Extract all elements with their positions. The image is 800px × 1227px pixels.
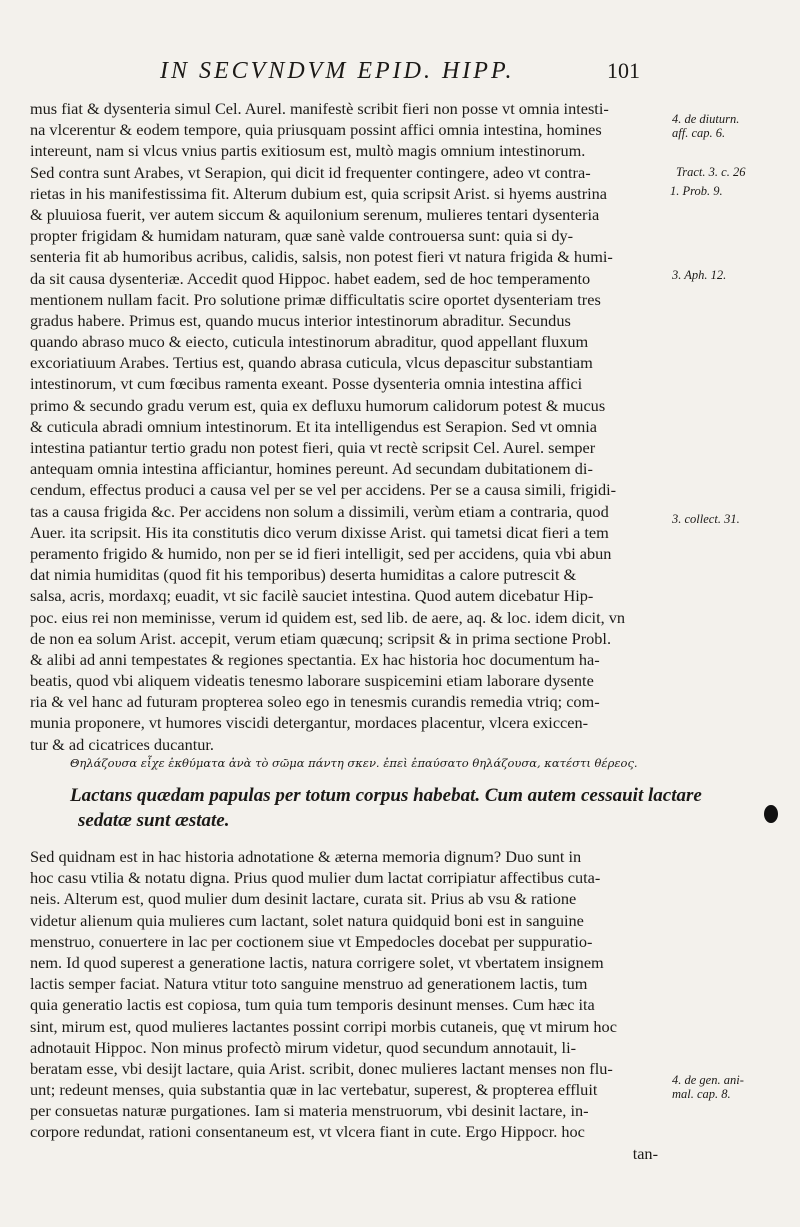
text-line: neis. Alterum est, quod mulier dum desinit lactare, curata sit. Prius ab vsu & ratione xyxy=(30,889,577,909)
text-line: salsa, acris, mordaxq; euadit, vt sic facilè sauciet intestina. Quod autem dicebatur Hip- xyxy=(30,586,594,606)
lemma-line: sedatæ sunt æstate. xyxy=(78,810,230,831)
lemma-line: Lactans quædam papulas per totum corpus habebat. Cum autem cessauit lactare xyxy=(70,785,702,806)
margin-note: Tract. 3. c. 26 xyxy=(676,165,746,179)
text-line: corpore redundat, rationi consentaneum est, vt vlcera fiant in cute. Ergo Hippocr. hoc xyxy=(30,1122,585,1142)
commentary-text xyxy=(30,98,670,755)
margin-note: 3. collect. 31. xyxy=(672,512,740,526)
text-line: excoriatiuum Arabes. Tertius est, quando abrasa cuticula, vlcus depascitur substantiam xyxy=(30,353,593,373)
greek-quotation: Θηλάζουσα εἶχε ἐκθύματα ἀνὰ τὸ σῶμα πάντη σκεν. ἐπεὶ ἐπαύσατο θηλάζουσα, κατέστι θέρεος. xyxy=(70,756,638,770)
text-line: beatis, quod vbi aliquem videatis tenesmo laborare suspicemini etiam laborare dysente xyxy=(30,671,594,691)
text-line: da sit causa dysenteriæ. Accedit quod Hippoc. habet eadem, sed de hoc temperamento xyxy=(30,268,591,288)
text-line: sint, mirum est, quod mulieres lactantes possint corripi morbis cutaneis, quę vt mirum hoc xyxy=(30,1016,617,1036)
text-line: gradus habere. Primus est, quando mucus interior intestinorum abraditur. Secundus xyxy=(30,310,571,330)
text-line: primo & secundo gradu verum est, quia ex defluxu humorum calidorum potest & mucus xyxy=(30,395,606,415)
page-number: 101 xyxy=(607,58,640,83)
text-line: per consuetas naturæ purgationes. Iam si materia menstruorum, vbi desinit lactare, in- xyxy=(30,1101,589,1121)
text-line: intestina patiantur tertio gradu non potest fieri, quia vt rectè scripsit Cel. Aurel. semper xyxy=(30,438,596,457)
text-line: intestinorum, vt cum fœcibus ramenta exeant. Posse dysenteria omnia intestina affici xyxy=(30,374,583,394)
text-line: tur & ad cicatrices ducantur. xyxy=(30,734,214,754)
margin-note: 1. Prob. 9. xyxy=(670,184,723,198)
text-line: videtur alienum quia mulieres cum lactant, solet natura quidquid boni est in sanguine xyxy=(30,910,584,930)
text-line: quia generatio lactis est copiosa, tum quia tum temporis desinunt menses. Cum hæc ita xyxy=(30,995,595,1015)
text-line: tas a causa frigida &c. Per accidens non solum a dissimili, verùm etiam a contraria, quod xyxy=(30,501,609,521)
text-line: senteria fit ab humoribus acribus, calidis, salsis, non potest fieri vt natura frigida & humi- xyxy=(30,247,613,267)
page-header xyxy=(160,58,700,92)
text-line: peramento frigido & humido, non per se id fieri intelligit, sed per accidens, quia vbi abun xyxy=(30,543,612,563)
margin-note: 3. Aph. 12. xyxy=(672,268,727,282)
text-line: unt; redeunt menses, quia substantia quæ in lac vertebatur, superest, & propterea effluit xyxy=(30,1080,598,1100)
margin-note: aff. cap. 6. xyxy=(672,126,726,140)
text-line: adnotauit Hippoc. Non minus profectò mirum videtur, quod secundum annotauit, li- xyxy=(30,1037,577,1057)
text-line: & cuticula abradi omnium intestinorum. Et ita intelligendus est Serapion. Sed vt omnia xyxy=(30,416,598,436)
text-line: de non ea solum Arist. accepit, verum etiam quæcunq; scripsit & in prima sectione Probl. xyxy=(30,628,612,648)
text-line: ria & vel hanc ad futuram propterea soleo ego in tenesmis curandis remedia vtriq; com- xyxy=(30,692,600,712)
margin-note: mal. cap. 8. xyxy=(672,1087,731,1101)
running-title: IN SECVNDVM EPID. HIPP. xyxy=(160,58,515,84)
lemma-heading xyxy=(70,783,710,833)
text-line: munia proponere, vt humores viscidi detergantur, mordaces placentur, vlcera exiccen- xyxy=(30,713,589,733)
text-line: quando abraso muco & eiecto, cuticula intestinorum abraditur, quod appellant fluxum xyxy=(30,332,589,352)
text-line: & alibi ad anni tempestates & regiones spectantia. Ex hac historia hoc documentum ha- xyxy=(30,649,600,669)
text-line: Sed contra sunt Arabes, vt Serapion, qui dicit id frequenter contingere, adeo vt contra- xyxy=(30,162,591,182)
ink-blot xyxy=(764,805,778,823)
text-line: beratam esse, vbi desijt lactare, quia Arist. scribit, donec mulieres lactant menses non flu- xyxy=(30,1058,613,1078)
text-line: mentionem nullam facit. Pro solutione primæ difficultatis scire oportet dysenteriam tres xyxy=(30,289,601,309)
text-line: cendum, effectus produci a causa vel per se vel per accidens. Per se a causa simili, frigidi- xyxy=(30,480,617,500)
text-line: Sed quidnam est in hac historia adnotatione & æterna memoria dignum? Duo sunt in xyxy=(30,847,582,866)
text-line: tan- xyxy=(632,1143,658,1163)
text-line: nem. Id quod superest a generatione lactis, natura corrigere solet, vt vbertatem insignem xyxy=(30,952,604,972)
text-line: poc. eius rei non meminisse, verum id quidem est, sed lib. de aere, aq. & loc. idem dicit, vn xyxy=(30,607,626,627)
text-line: Auer. ita scripsit. His ita constitutis dico verum dixisse Arist. qui tametsi dicat fieri a tem xyxy=(30,522,609,542)
commentary-text-continued xyxy=(30,846,670,1164)
margin-note: 4. de gen. ani- xyxy=(672,1073,744,1087)
margin-note: 4. de diuturn. xyxy=(672,112,740,126)
text-line: na vlcerentur & eodem tempore, quia priusquam possint affici omnia intestina, homines xyxy=(30,120,602,140)
text-line: & pluuiosa fuerit, ver autem siccum & aquilonium serenum, mulieres tentari dysenteria xyxy=(30,204,600,224)
text-line: rietas in his manifestissima fit. Alterum dubium est, quia scripsit Arist. si hyems austrina xyxy=(30,183,608,203)
text-line: intereunt, nam si vlcus vnius partis exitiosum est, multò magis omnium intestinorum. xyxy=(30,141,586,161)
text-line: menstruo, conuertere in lac per coctionem siue vt Empedocles docebat per suppuratio- xyxy=(30,931,593,951)
text-line: mus fiat & dysenteria simul Cel. Aurel. manifestè scribit fieri non posse vt omnia intesti- xyxy=(30,99,609,118)
text-line: antequam omnia intestina afficiantur, homines pereunt. Ad secundam dubitationem di- xyxy=(30,459,593,479)
text-line: dat nimia humiditas (quod fit his temporibus) deserta humiditas a calore putrescit & xyxy=(30,565,577,585)
text-line: lactis semper faciat. Natura vtitur toto sanguine menstruo ad generationem lactis, tum xyxy=(30,974,588,994)
text-line: propter frigidam & humidam naturam, quæ sanè valde controuersa sunt: quia si dy- xyxy=(30,226,574,246)
text-line: hoc casu vtilia & notatu digna. Prius quod mulier dum lactat corripiatur affectibus cuta- xyxy=(30,868,601,888)
